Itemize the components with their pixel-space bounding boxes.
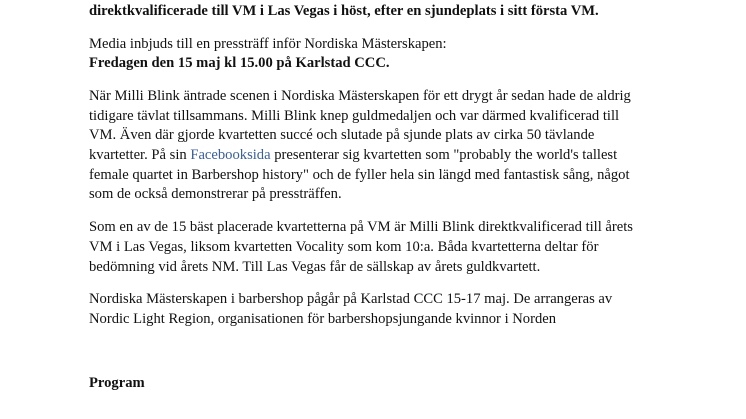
para2-line1: Som en av de 15 bäst placerade kvartetterna på VM är Milli Blink direktkvalificerad till årets xyxy=(89,219,633,235)
para2-line3: bedömning vid årets NM. Till Las Vegas får de sällskap av årets guldkvartett. xyxy=(89,259,541,275)
para1-line1: När Milli Blink äntrade scenen i Nordiska Mästerskapen för ett drygt år sedan hade de aldrig xyxy=(89,88,631,104)
para1-line6: som de också demonstrerar på pressträffen. xyxy=(89,186,342,202)
press-meeting-time: Fredagen den 15 maj kl 15.00 på Karlstad CCC. xyxy=(89,55,390,71)
para1-line4-pre: kvartetter. På sin xyxy=(89,147,191,163)
invite-line: Media inbjuds till en pressträff inför Nordiska Mästerskapen: xyxy=(89,36,447,52)
intro-bold-line: direktkvalificerade till VM i Las Vegas i höst, efter en sjundeplats i sitt första VM. xyxy=(89,3,599,19)
para1-line4 xyxy=(89,145,617,165)
para1-line4-post: presenterar sig kvartetten som "probably the world's tallest xyxy=(270,147,618,163)
para1-line2: tidigare tävlat tillsammans. Milli Blink knep guldmedaljen och var därmed kvalificerad till xyxy=(89,108,620,124)
para1-line3: VM. Även där gjorde kvartetten succé och slutade på sjunde plats av cirka 50 tävlande xyxy=(89,127,595,143)
program-heading: Program xyxy=(89,375,145,391)
facebook-link[interactable]: Facebooksida xyxy=(190,147,271,163)
para2-line2: VM i Las Vegas, liksom kvartetten Vocality som kom 10:a. Båda kvartetterna deltar för xyxy=(89,239,599,255)
para3-line1: Nordiska Mästerskapen i barbershop pågår på Karlstad CCC 15-17 maj. De arrangeras av xyxy=(89,291,613,307)
para3-line2: Nordic Light Region, organisationen för barbershopsjungande kvinnor i Norden xyxy=(89,311,557,327)
para1-line5: female quartet in Barbershop history" och de fyller hela sin längd med fantastisk sång, något xyxy=(89,167,630,183)
